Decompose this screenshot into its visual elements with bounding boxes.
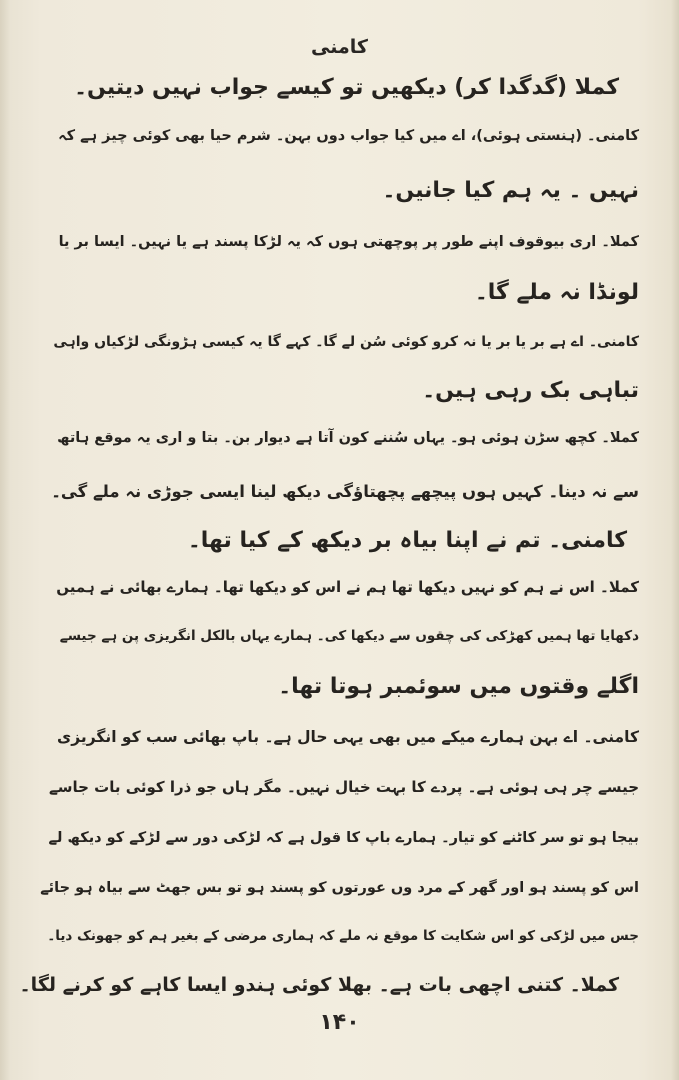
text-line: سے نہ دینا۔ کہیں ہوں پیچھے پچھتاؤگی دیکھ لینا ایسی جوڑی نہ ملے گی۔: [51, 482, 639, 501]
text-line: کملا۔ اری بیوقوف اپنے طور پر پوچھتی ہوں کہ یہ لڑکا پسند ہے یا نہیں۔ ایسا بر یا: [58, 234, 639, 250]
page-number: ۱۴۰: [319, 1010, 360, 1035]
text-line: کامنی۔ (ہنستی ہوئی)، اے میں کیا جواب دوں بہن۔ شرم حیا بھی کوئی چیز ہے کہ: [58, 128, 639, 144]
text-line: جیسے چر ہی ہوئی ہے۔ پردے کا بہت خیال نہیں۔ مگر ہاں جو ذرا کوئی بات جاسے: [48, 778, 639, 796]
page-edge-shadow-left: [0, 0, 10, 1080]
page-edge-shadow-right: [671, 0, 679, 1080]
text-line: کامنی۔ تم نے اپنا بیاہ بر دیکھ کے کیا تھا۔: [187, 528, 627, 553]
text-line: اگلے وقتوں میں سوئمبر ہوتا تھا۔: [278, 674, 639, 699]
text-line: نہیں ۔ یہ ہم کیا جانیں۔: [382, 178, 639, 203]
text-line: کملا۔ کچھ سڑن ہوئی ہو۔ یہاں سُننے کون آتا ہے دیوار بن۔ بتا و اری یہ موقع ہاتھ: [57, 430, 639, 446]
text-line: بیجا ہو تو سر کاٹنے کو تیار۔ ہمارے باپ کا قول ہے کہ لڑکی دور سے لڑکے کو دیکھ لے: [48, 830, 639, 846]
text-line: کامنی۔ اے بہن ہمارے میکے میں بھی یہی حال ہے۔ باپ بھائی سب کو انگریزی: [57, 728, 639, 746]
text-line: لونڈا نہ ملے گا۔: [474, 280, 639, 305]
text-line: جس میں لڑکی کو اس شکایت کا موقع نہ ملے کہ ہماری مرضی کے بغیر ہم کو جھونک دیا۔: [47, 928, 639, 944]
running-title: کامنی: [311, 36, 368, 58]
text-line: دکھایا تھا ہمیں کھڑکی کی چقوں سے دیکھا کی۔ ہمارے یہاں بالکل انگریزی پن ہے جیسے: [59, 628, 639, 644]
text-line: کامنی۔ اے ہے بر یا بر یا نہ کرو کوئی سُن لے گا۔ کہے گا یہ کیسی ہڑونگی لڑکیاں واہی: [53, 334, 639, 350]
text-line: اس کو پسند ہو اور گھر کے مرد وں عورتوں کو پسند ہو تو بس جھٹ سے بیاہ ہو جائے: [40, 880, 639, 896]
text-line: کملا۔ کتنی اچھی بات ہے۔ بھلا کوئی ہندو ایسا کاہے کو کرنے لگا۔: [19, 974, 619, 996]
text-line: تباہی بک رہی ہیں۔: [422, 378, 639, 403]
text-line: کملا (گدگدا کر) دیکھیں تو کیسے جواب نہیں دیتیں۔: [74, 75, 619, 100]
text-line: کملا۔ اس نے ہم کو نہیں دیکھا تھا ہم نے اس کو دیکھا تھا۔ ہمارے بھائی نے ہمیں: [56, 578, 639, 596]
